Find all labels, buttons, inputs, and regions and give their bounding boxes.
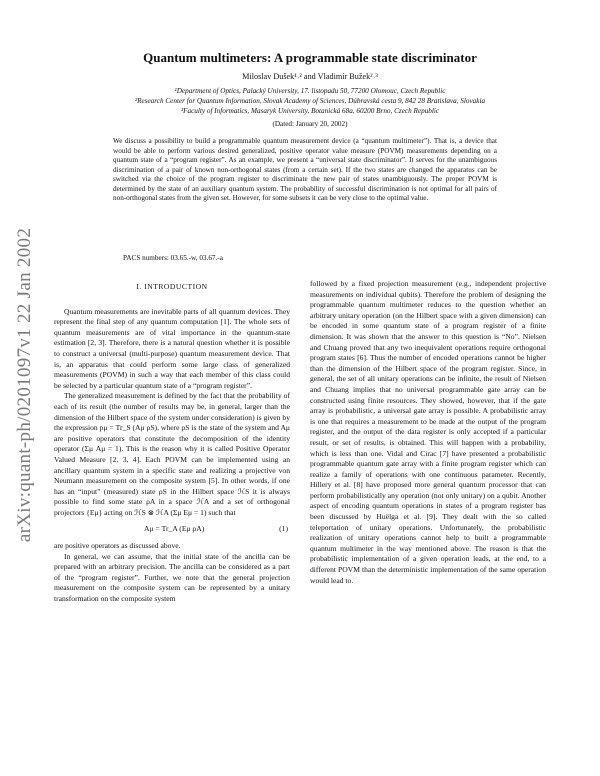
paragraph: are positive operators as discussed above. [54, 541, 181, 551]
left-column [54, 282, 290, 605]
paragraph: Quantum measurements are inevitable parts of all quantum devices. They represent the final step of any quantum computation [1]. The whole sets of quantum measurements are of vital importance in the quantum-state estimation [2, 3]. Therefore, there is a natural question whether it is possible to construct a universal (multi-purpose) quantum measurement device. That is, an apparatus that could perform some large class of generalized measurements (POVM) in such a way that each member of this class could be selected by a particular quantum state of a “program register”. [54, 306, 290, 390]
affiliation-2: ²Research Center for Quantum Information, Slovak Academy of Sciences, Dúbravská cesta 9, 842 28 Bratislava, Slovakia [134, 97, 486, 105]
pacs-numbers: PACS numbers: 03.65.-w, 03.67.-a [123, 254, 223, 262]
dated-line: (Dated: January 20, 2002) [272, 120, 348, 128]
equation [54, 524, 290, 535]
paragraph: The generalized measurement is defined by the fact that the probability of each of its result (the number of results may be, in general, larger than the dimension of the Hilbert space of the system under consideration) is given by the expression pμ = Tr_S (Aμ ρS), where ρS is the state of the system and Aμ are positive operators that constitute the decomposition of the identity operator (Σμ Aμ = 1). This is the reason why it is called Positive Operator Valued Measure [2, 3, 4]. Each POVM can be implemented using an ancillary quantum system in a specific state and realizing a projective von Neumann measurement on the composite system [5]. In other words, if one has an “input” (measured) state ρS in the Hilbert space ℋS it is always possible to find some state ρA in a space ℋA and a set of orthogonal projectors {Eμ} acting on ℋS ⊗ ℋA (Σμ Eμ = 1) such that [54, 391, 290, 517]
paragraph: followed by a fixed projection measurement (e.g., independent projective measurements on individual qubits). Therefore the problem of designing the programmable quantum multimeter reduces to the question whether an arbitrary unitary operation (on the Hilbert space with a given dimension) can be encoded in some quantum state of a program register of a finite dimension. It was shown that the answer to this question is “No”. Nielsen and Chuang proved that any two inequivalent operations require orthogonal program states [6]. Thus the number of encoded operations cannot be higher than the dimension of the Hilbert space of the program register. Since, in general, the set of all unitary operations can be infinite, the result of Nielsen and Chuang implies that no universal programmable gate array can be constructed using finite resources. They showed, however, that if the gate array is probabilistic, a universal gate array is possible. A probabilistic array is one that requires a measurement to be made at the output of the program register, and the output of the data register is only accepted if a particular result, or set of results, is obtained. This will happen with a probability, which is less than one. Vidal and Cirac [7] have presented a probabilistic programmable quantum gate array with a finite program register which can realize a family of operations with one continuous parameter. Recently, Hillery et al. [8] have proposed more general quantum processor that can perform probabilistically any operation (not only unitary) on a qubit. Another aspect of encoding quantum operations in states of a program register has been discussed by Huëlga et al. [9]. They dealt with the so called teleportation of unitary operations. Unfortunately, the probabilistic realization of unitary operations cannot help to built a programmable quantum multimeter in the way mentioned above. The reason is that the probabilistic implementation of a given operation leads, at the end, to a different POVM than the deterministic implementation of the same operation would lead to. [310, 279, 546, 585]
right-column [310, 279, 546, 586]
arxiv-identifier-sidebar [8, 170, 42, 600]
affiliations [40, 86, 580, 116]
affiliation-1: ¹Department of Optics, Palacký University, 17. listopadu 50, 77200 Olomouc, Czech Republic [174, 87, 446, 95]
paragraph: In general, we can assume, that the initial state of the ancilla can be prepared with an arbitrary precision. The ancilla can be considered as a part of the “program register”. Further, we note that the general projection measurement on the composite system can be represented by a unitary transformation on the composite system [54, 551, 290, 604]
section-heading: I. INTRODUCTION [136, 282, 208, 291]
abstract: We discuss a possibility to build a programmable quantum measurement device (a “quantum multimeter”). That is, a device that would be able to perform various desired generalized, positive operator value measure (POVM) measurements depending on a quantum state of a “program register”. As an example, we present a “universal state discriminator”. It serves for the unambiguous discrimination of a pair of known non-orthogonal states (from a certain set). If the two states are changed the apparatus can be switched via the choice of the program register to discriminate the new pair of states unambiguously. The proper POVM is determined by the state of an auxiliary quantum system. The probability of successful discrimination is not optimal for all pairs of non-orthogonal states from the given set. However, for some subsets it can be very close to the optimal value. [113, 137, 497, 202]
author-list: Miloslav Dušek¹˒² and Vladimír Bužek²˒³ [242, 72, 378, 81]
paper-title: Quantum multimeters: A programmable state discriminator [143, 50, 477, 65]
equation-number: (1) [279, 524, 288, 534]
affiliation-3: ³Faculty of Informatics, Masaryk University, Botanická 68a, 60200 Brno, Czech Republic [180, 107, 440, 115]
arxiv-identifier: arXiv:quant-ph/0201097v1 22 Jan 2002 [14, 227, 36, 543]
equation-body: Aμ = Tr_A (Eμ ρA) [144, 524, 205, 534]
